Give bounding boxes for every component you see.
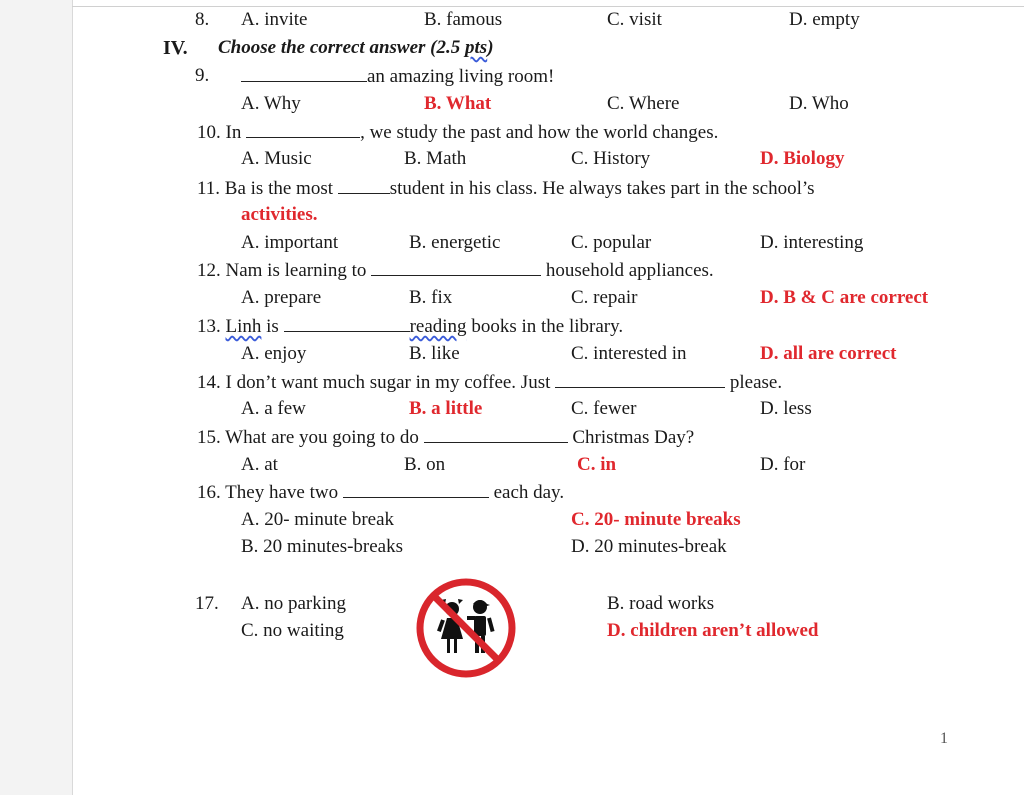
q14-blank <box>555 371 725 388</box>
document-page <box>72 0 1024 795</box>
q13-option-b: B. like <box>409 343 460 364</box>
q8-option-d: D. empty <box>789 9 860 30</box>
q13-blank <box>284 315 410 332</box>
q16-stem-pre: They have two <box>225 482 339 503</box>
q15-option-a: A. at <box>241 454 278 475</box>
q15-option-c: C. in <box>577 454 617 475</box>
q16-option-d: D. 20 minutes-break <box>571 536 727 557</box>
q12-stem-pre: Nam is learning to <box>225 260 367 281</box>
q9-option-c: C. Where <box>607 93 680 114</box>
q15-stem-pre: What are you going to do <box>225 427 419 448</box>
q14-stem <box>197 371 782 394</box>
q16-stem-post: each day. <box>493 482 565 503</box>
section-number: IV. <box>163 37 188 59</box>
section-title-end: ) <box>487 37 494 58</box>
q10-option-d: D. Biology <box>760 148 845 169</box>
q11-blank <box>338 177 390 194</box>
no-children-sign-icon <box>414 576 518 680</box>
q14-option-d: D. less <box>760 398 812 419</box>
q13-stem <box>197 315 623 338</box>
section-title-text: Choose the correct answer (2.5 <box>218 37 465 58</box>
page-number: 1 <box>940 730 948 747</box>
q16-option-a: A. 20- minute break <box>241 509 395 530</box>
q9-blank <box>241 65 367 82</box>
q17-option-b: B. road works <box>607 593 715 614</box>
q12-blank <box>371 259 541 276</box>
q13-number: 13. <box>197 316 221 337</box>
q10-stem-pre: In <box>225 122 242 143</box>
q11-option-c: C. popular <box>571 232 652 253</box>
q14-number: 14. <box>197 372 221 393</box>
q13-stem-pre: is <box>261 316 279 337</box>
q17-option-a: A. no parking <box>241 593 347 614</box>
q17-number: 17. <box>195 593 219 614</box>
q15-option-b: B. on <box>404 454 446 475</box>
q9-option-a: A. Why <box>241 93 301 114</box>
q10-option-c: C. History <box>571 148 651 169</box>
q11-option-b: B. energetic <box>409 232 501 253</box>
q10-stem <box>197 121 718 144</box>
q17-option-c: C. no waiting <box>241 620 344 641</box>
q14-stem-post: please. <box>729 372 783 393</box>
q14-option-b: B. a little <box>409 398 483 419</box>
q16-stem <box>197 481 564 504</box>
q11-stem-line2: activities. <box>241 204 318 225</box>
q10-number: 10. <box>197 122 221 143</box>
q11-stem-pre: Ba is the most <box>224 178 333 199</box>
q8-option-a: A. invite <box>241 9 308 30</box>
q16-number: 16. <box>197 482 221 503</box>
q12-option-c: C. repair <box>571 287 638 308</box>
page-gutter <box>0 0 73 795</box>
q13-option-a: A. enjoy <box>241 343 307 364</box>
q11-number: 11. <box>197 178 221 199</box>
q9-stem <box>241 65 554 88</box>
q11-option-a: A. important <box>241 232 339 253</box>
q16-option-c: C. 20- minute breaks <box>571 509 741 530</box>
q10-option-b: B. Math <box>404 148 467 169</box>
q10-blank <box>246 121 360 138</box>
q9-option-d: D. Who <box>789 93 849 114</box>
q12-option-b: B. fix <box>409 287 453 308</box>
q14-stem-pre: I don’t want much sugar in my coffee. Just <box>225 372 551 393</box>
section-title <box>218 37 494 59</box>
q11-stem-post: student in his class. He always takes part in the school’s <box>389 178 815 199</box>
q12-option-d: D. B & C are correct <box>760 287 929 308</box>
q13-stem-word-reading: reading <box>409 316 467 337</box>
q12-stem-post: household appliances. <box>545 260 714 281</box>
q11-option-d: D. interesting <box>760 232 864 253</box>
q14-option-a: A. a few <box>241 398 306 419</box>
q9-number: 9. <box>195 65 210 86</box>
q8-number: 8. <box>195 9 210 30</box>
q15-number: 15. <box>197 427 221 448</box>
q13-option-d: D. all are correct <box>760 343 897 364</box>
q12-number: 12. <box>197 260 221 281</box>
q16-option-b: B. 20 minutes-breaks <box>241 536 404 557</box>
q15-stem-post: Christmas Day? <box>572 427 695 448</box>
q13-option-c: C. interested in <box>571 343 687 364</box>
q10-option-a: A. Music <box>241 148 312 169</box>
q14-option-c: C. fewer <box>571 398 637 419</box>
q15-blank <box>424 426 568 443</box>
q8-option-c: C. visit <box>607 9 662 30</box>
q10-stem-post: , we study the past and how the world changes. <box>360 122 719 143</box>
q13-stem-word-linh: Linh <box>225 316 262 337</box>
q11-stem <box>197 177 815 200</box>
q9-stem-text: an amazing living room! <box>367 66 555 87</box>
q15-option-d: D. for <box>760 454 806 475</box>
q17-option-d: D. children aren’t allowed <box>607 620 819 641</box>
q8-option-b: B. famous <box>424 9 503 30</box>
q15-stem <box>197 426 694 449</box>
q13-stem-post: books in the library. <box>466 316 624 337</box>
q12-option-a: A. prepare <box>241 287 322 308</box>
q16-blank <box>343 481 489 498</box>
q9-option-b: B. What <box>424 93 492 114</box>
section-title-pts: pts <box>465 37 488 58</box>
q12-stem <box>197 259 714 282</box>
